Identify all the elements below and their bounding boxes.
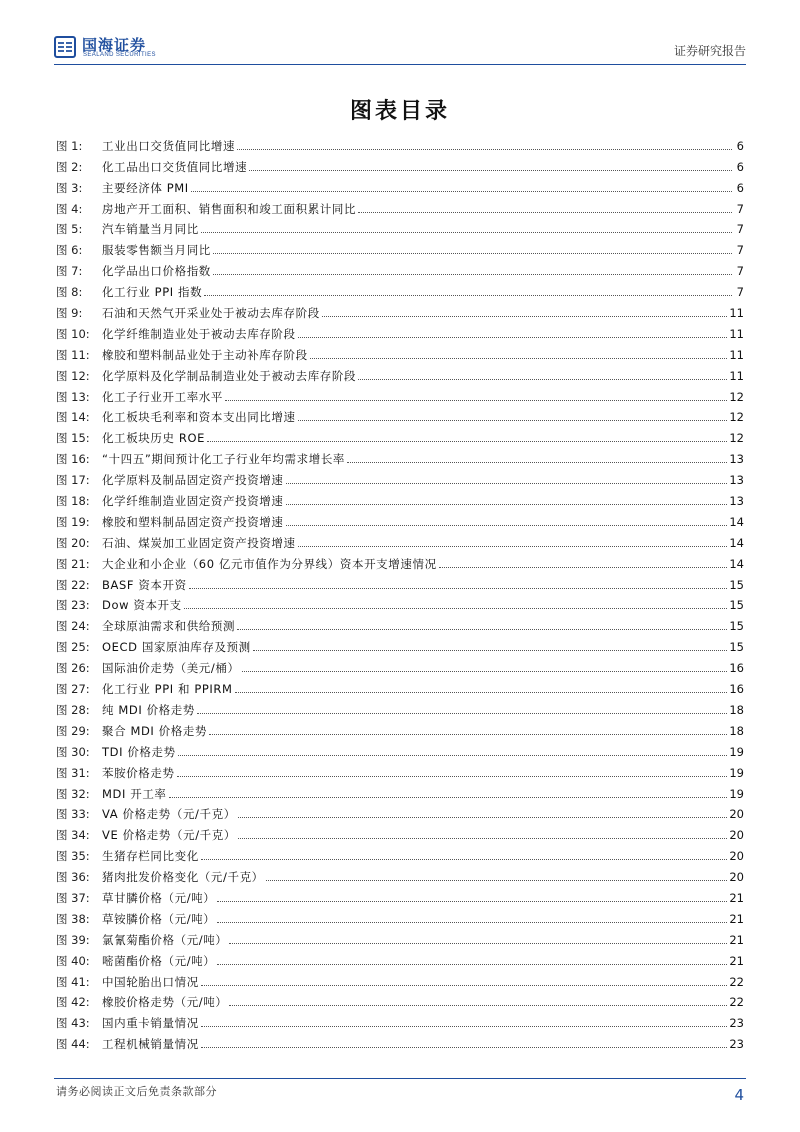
figure-page-number: 7	[736, 201, 744, 216]
toc-entry[interactable]	[56, 424, 744, 445]
toc-entry[interactable]	[56, 1009, 744, 1030]
figure-title: 石油和天然气开采业处于被动去库存阶段	[102, 306, 320, 321]
figure-page-number: 11	[729, 326, 744, 341]
figure-title: 橡胶和塑料制品业处于主动补库存阶段	[102, 347, 308, 362]
figure-number: 图 44:	[56, 1037, 90, 1052]
dot-leader	[229, 1005, 727, 1006]
figure-page-number: 15	[729, 640, 744, 655]
figure-page-number: 12	[729, 389, 744, 404]
dot-leader	[358, 212, 732, 213]
figure-title: 国际油价走势（美元/桶）	[102, 661, 240, 676]
toc-entry[interactable]	[56, 278, 744, 299]
figure-title: 房地产开工面积、销售面积和竣工面积累计同比	[102, 201, 357, 216]
dot-leader	[310, 358, 728, 359]
figure-number: 图 8:	[56, 285, 83, 300]
figure-title: 草铵膦价格（元/吨）	[102, 911, 216, 926]
toc-entry[interactable]	[56, 383, 744, 404]
toc-entry[interactable]	[56, 696, 744, 717]
figure-page-number: 19	[729, 744, 744, 759]
dot-leader	[204, 295, 732, 296]
figure-page-number: 7	[736, 222, 744, 237]
toc-entry[interactable]	[56, 341, 744, 362]
figure-number: 图 20:	[56, 535, 90, 550]
dot-leader	[217, 964, 727, 965]
footer-disclaimer: 请务必阅读正文后免责条款部分	[56, 1085, 217, 1098]
toc-entry[interactable]	[56, 612, 744, 633]
dot-leader	[177, 776, 728, 777]
figure-number: 图 18:	[56, 494, 90, 509]
toc-entry[interactable]	[56, 466, 744, 487]
figure-title: 嘧菌酯价格（元/吨）	[102, 953, 216, 968]
toc-entry[interactable]	[56, 884, 744, 905]
dot-leader	[286, 504, 728, 505]
toc-entry[interactable]	[56, 633, 744, 654]
figure-number: 图 3:	[56, 180, 83, 195]
toc-entry[interactable]	[56, 445, 744, 466]
figure-page-number: 23	[729, 1016, 744, 1031]
figure-title: TDI 价格走势	[102, 744, 176, 759]
toc-entry[interactable]	[56, 821, 744, 842]
figure-number: 图 37:	[56, 890, 90, 905]
toc-entry[interactable]	[56, 675, 744, 696]
figure-page-number: 15	[729, 577, 744, 592]
figure-page-number: 15	[729, 619, 744, 634]
dot-leader	[201, 1026, 728, 1027]
dot-leader	[207, 441, 727, 442]
figure-title: 化工行业 PPI 和 PPIRM	[102, 682, 233, 697]
dot-leader	[439, 567, 728, 568]
figure-number: 图 6:	[56, 243, 83, 258]
page-title: 图表目录	[349, 99, 450, 124]
figure-page-number: 11	[729, 306, 744, 321]
figure-number: 图 13:	[56, 389, 90, 404]
figure-page-number: 21	[729, 932, 744, 947]
figure-number: 图 33:	[56, 807, 90, 822]
figure-title: 化学品出口价格指数	[102, 264, 211, 279]
brand-name-en: SEALAND SECURITIES	[83, 52, 156, 58]
dot-leader	[298, 337, 728, 338]
figure-page-number: 11	[729, 347, 744, 362]
figure-title: 工业出口交货值同比增速	[102, 138, 236, 153]
figure-number: 图 28:	[56, 702, 90, 717]
figure-number: 图 27:	[56, 682, 90, 697]
toc-entry[interactable]	[56, 404, 744, 425]
figure-title: 大企业和小企业（60 亿元市值作为分界线）资本开支增速情况	[102, 556, 437, 571]
report-type-label: 证券研究报告	[673, 44, 746, 58]
footer-divider	[54, 1078, 746, 1079]
figure-title: MDI 开工率	[102, 786, 167, 801]
figure-number: 图 5:	[56, 222, 83, 237]
figure-page-number: 20	[729, 807, 744, 822]
figure-page-number: 18	[729, 723, 744, 738]
figure-page-number: 21	[729, 890, 744, 905]
dot-leader	[184, 608, 728, 609]
toc-entry[interactable]	[56, 320, 744, 341]
figure-page-number: 13	[729, 452, 744, 467]
figure-title: 生猪存栏同比变化	[102, 849, 199, 864]
sealand-logo-icon	[54, 36, 76, 58]
dot-leader	[201, 1047, 728, 1048]
dot-leader	[201, 859, 728, 860]
figure-number: 图 2:	[56, 159, 83, 174]
figure-page-number: 20	[729, 828, 744, 843]
toc-entry[interactable]	[56, 738, 744, 759]
figure-page-number: 11	[729, 368, 744, 383]
toc-entry[interactable]	[56, 801, 744, 822]
toc-entry[interactable]	[56, 842, 744, 863]
figure-title: Dow 资本开支	[102, 598, 182, 613]
page-number: 4	[734, 1086, 744, 1104]
figure-page-number: 16	[729, 661, 744, 676]
figure-title: 中国轮胎出口情况	[102, 974, 199, 989]
figure-title: OECD 国家原油库存及预测	[102, 640, 251, 655]
figure-number: 图 10:	[56, 326, 90, 341]
figure-title: 化工品出口交货值同比增速	[102, 159, 248, 174]
figure-number: 图 43:	[56, 1016, 90, 1031]
dot-leader	[213, 253, 732, 254]
toc-entry[interactable]	[56, 926, 744, 947]
dot-leader	[201, 232, 732, 233]
page-header	[54, 30, 746, 66]
dot-leader	[249, 170, 732, 171]
figure-page-number: 20	[729, 849, 744, 864]
figure-page-number: 22	[729, 974, 744, 989]
toc-entry[interactable]	[56, 717, 744, 738]
toc-entry[interactable]	[56, 487, 744, 508]
figure-number: 图 40:	[56, 953, 90, 968]
dot-leader	[238, 838, 727, 839]
figure-number: 图 41:	[56, 974, 90, 989]
figure-number: 图 38:	[56, 911, 90, 926]
figure-title: 化工子行业开工率水平	[102, 389, 223, 404]
figure-page-number: 6	[736, 159, 744, 174]
brand-name-cn: 国海证券	[82, 36, 147, 54]
toc-entry[interactable]	[56, 989, 744, 1010]
figure-number: 图 11:	[56, 347, 90, 362]
toc-entry[interactable]	[56, 362, 744, 383]
figure-number: 图 26:	[56, 661, 90, 676]
dot-leader	[209, 734, 727, 735]
figure-number: 图 4:	[56, 201, 83, 216]
figure-title: 化学原料及制品固定资产投资增速	[102, 473, 284, 488]
dot-leader	[197, 713, 727, 714]
dot-leader	[286, 483, 728, 484]
dot-leader	[253, 650, 728, 651]
figure-title: 化工板块历史 ROE	[102, 431, 205, 446]
figure-title: 橡胶和塑料制品固定资产投资增速	[102, 514, 284, 529]
figure-number: 图 17:	[56, 473, 90, 488]
dot-leader	[238, 817, 728, 818]
figure-number: 图 14:	[56, 410, 90, 425]
dot-leader	[217, 922, 727, 923]
figure-number: 图 9:	[56, 306, 83, 321]
toc-entry[interactable]	[56, 299, 744, 320]
figure-title: 聚合 MDI 价格走势	[102, 723, 208, 738]
toc-entry[interactable]	[56, 863, 744, 884]
figure-number: 图 16:	[56, 452, 90, 467]
toc-entry[interactable]	[56, 780, 744, 801]
dot-leader	[229, 943, 727, 944]
figure-title: 服装零售额当月同比	[102, 243, 211, 258]
toc-entry[interactable]	[56, 1030, 744, 1051]
dot-leader	[201, 985, 728, 986]
figure-title: 草甘膦价格（元/吨）	[102, 890, 216, 905]
figure-number: 图 19:	[56, 514, 90, 529]
figure-page-number: 15	[729, 598, 744, 613]
figure-page-number: 12	[729, 431, 744, 446]
dot-leader	[235, 692, 728, 693]
figure-page-number: 18	[729, 702, 744, 717]
figure-title: 化学纤维制造业固定资产投资增速	[102, 494, 284, 509]
toc-entry[interactable]	[56, 654, 744, 675]
figure-title: “十四五”期间预计化工子行业年均需求增长率	[102, 452, 346, 467]
figure-number: 图 30:	[56, 744, 90, 759]
figure-number: 图 7:	[56, 264, 83, 279]
dot-leader	[322, 316, 728, 317]
figure-page-number: 6	[736, 180, 744, 195]
dot-leader	[225, 400, 727, 401]
figure-page-number: 21	[729, 953, 744, 968]
figure-number: 图 22:	[56, 577, 90, 592]
toc-entry[interactable]	[56, 571, 744, 592]
dot-leader	[242, 671, 728, 672]
figure-number: 图 24:	[56, 619, 90, 634]
dot-leader	[178, 755, 728, 756]
figure-title: 猪肉批发价格变化（元/千克）	[102, 870, 264, 885]
header-divider	[54, 64, 746, 65]
figure-number: 图 34:	[56, 828, 90, 843]
toc-entry[interactable]	[56, 195, 744, 216]
dot-leader	[189, 588, 728, 589]
figure-title: 主要经济体 PMI	[102, 180, 189, 195]
figure-page-number: 13	[729, 494, 744, 509]
figure-page-number: 7	[736, 243, 744, 258]
dot-leader	[266, 880, 728, 881]
figure-number: 图 36:	[56, 870, 90, 885]
toc-entry[interactable]	[56, 529, 744, 550]
figure-title: 化工板块毛利率和资本支出同比增速	[102, 410, 296, 425]
figure-page-number: 7	[736, 285, 744, 300]
figure-page-number: 19	[729, 765, 744, 780]
figure-title: BASF 资本开资	[102, 577, 187, 592]
figure-page-number: 7	[736, 264, 744, 279]
figure-title: 化工行业 PPI 指数	[102, 285, 203, 300]
figure-title: 橡胶价格走势（元/吨）	[102, 995, 228, 1010]
toc-entry[interactable]	[56, 508, 744, 529]
toc-entry[interactable]	[56, 216, 744, 237]
figure-number: 图 23:	[56, 598, 90, 613]
figure-title: 苯胺价格走势	[102, 765, 175, 780]
figure-page-number: 21	[729, 911, 744, 926]
dot-leader	[347, 462, 727, 463]
toc-entry[interactable]	[56, 759, 744, 780]
dot-leader	[298, 420, 728, 421]
figure-page-number: 20	[729, 870, 744, 885]
dot-leader	[169, 797, 728, 798]
figure-title: 纯 MDI 价格走势	[102, 702, 195, 717]
figure-page-number: 14	[729, 556, 744, 571]
dot-leader	[358, 379, 727, 380]
figure-title: 汽车销量当月同比	[102, 222, 199, 237]
figure-number: 图 25:	[56, 640, 90, 655]
figure-page-number: 14	[729, 535, 744, 550]
figure-title: 化学纤维制造业处于被动去库存阶段	[102, 326, 296, 341]
figure-number: 图 21:	[56, 556, 90, 571]
figure-title: 石油、煤炭加工业固定资产投资增速	[102, 535, 296, 550]
figure-page-number: 16	[729, 682, 744, 697]
figure-number: 图 15:	[56, 431, 90, 446]
figure-title: 氯氰菊酯价格（元/吨）	[102, 932, 228, 947]
figure-number: 图 42:	[56, 995, 90, 1010]
figure-page-number: 12	[729, 410, 744, 425]
figure-page-number: 13	[729, 473, 744, 488]
toc-entry[interactable]	[56, 153, 744, 174]
toc-entry[interactable]	[56, 174, 744, 195]
figure-page-number: 22	[729, 995, 744, 1010]
figure-number: 图 35:	[56, 849, 90, 864]
dot-leader	[213, 274, 732, 275]
figure-title: 化学原料及化学制品制造业处于被动去库存阶段	[102, 368, 357, 383]
dot-leader	[298, 546, 728, 547]
dot-leader	[191, 191, 732, 192]
figure-title: 全球原油需求和供给预测	[102, 619, 236, 634]
figure-number: 图 39:	[56, 932, 90, 947]
figure-number: 图 12:	[56, 368, 90, 383]
toc-entry[interactable]	[56, 236, 744, 257]
figure-number: 图 1:	[56, 138, 83, 153]
dot-leader	[237, 149, 732, 150]
toc-entry[interactable]	[56, 132, 744, 153]
toc-entry[interactable]	[56, 257, 744, 278]
toc-entry[interactable]	[56, 550, 744, 571]
figure-title: VE 价格走势（元/千克）	[102, 828, 236, 843]
figure-list	[56, 132, 744, 1051]
figure-page-number: 19	[729, 786, 744, 801]
toc-entry[interactable]	[56, 947, 744, 968]
figure-title: 国内重卡销量情况	[102, 1016, 199, 1031]
dot-leader	[217, 901, 727, 902]
figure-title: VA 价格走势（元/千克）	[102, 807, 236, 822]
figure-title: 工程机械销量情况	[102, 1037, 199, 1052]
figure-page-number: 23	[729, 1037, 744, 1052]
toc-entry[interactable]	[56, 905, 744, 926]
dot-leader	[237, 629, 727, 630]
figure-number: 图 32:	[56, 786, 90, 801]
toc-entry[interactable]	[56, 968, 744, 989]
figure-page-number: 6	[736, 138, 744, 153]
figure-page-number: 14	[729, 514, 744, 529]
dot-leader	[286, 525, 728, 526]
toc-entry[interactable]	[56, 592, 744, 613]
figure-number: 图 29:	[56, 723, 90, 738]
figure-number: 图 31:	[56, 765, 90, 780]
